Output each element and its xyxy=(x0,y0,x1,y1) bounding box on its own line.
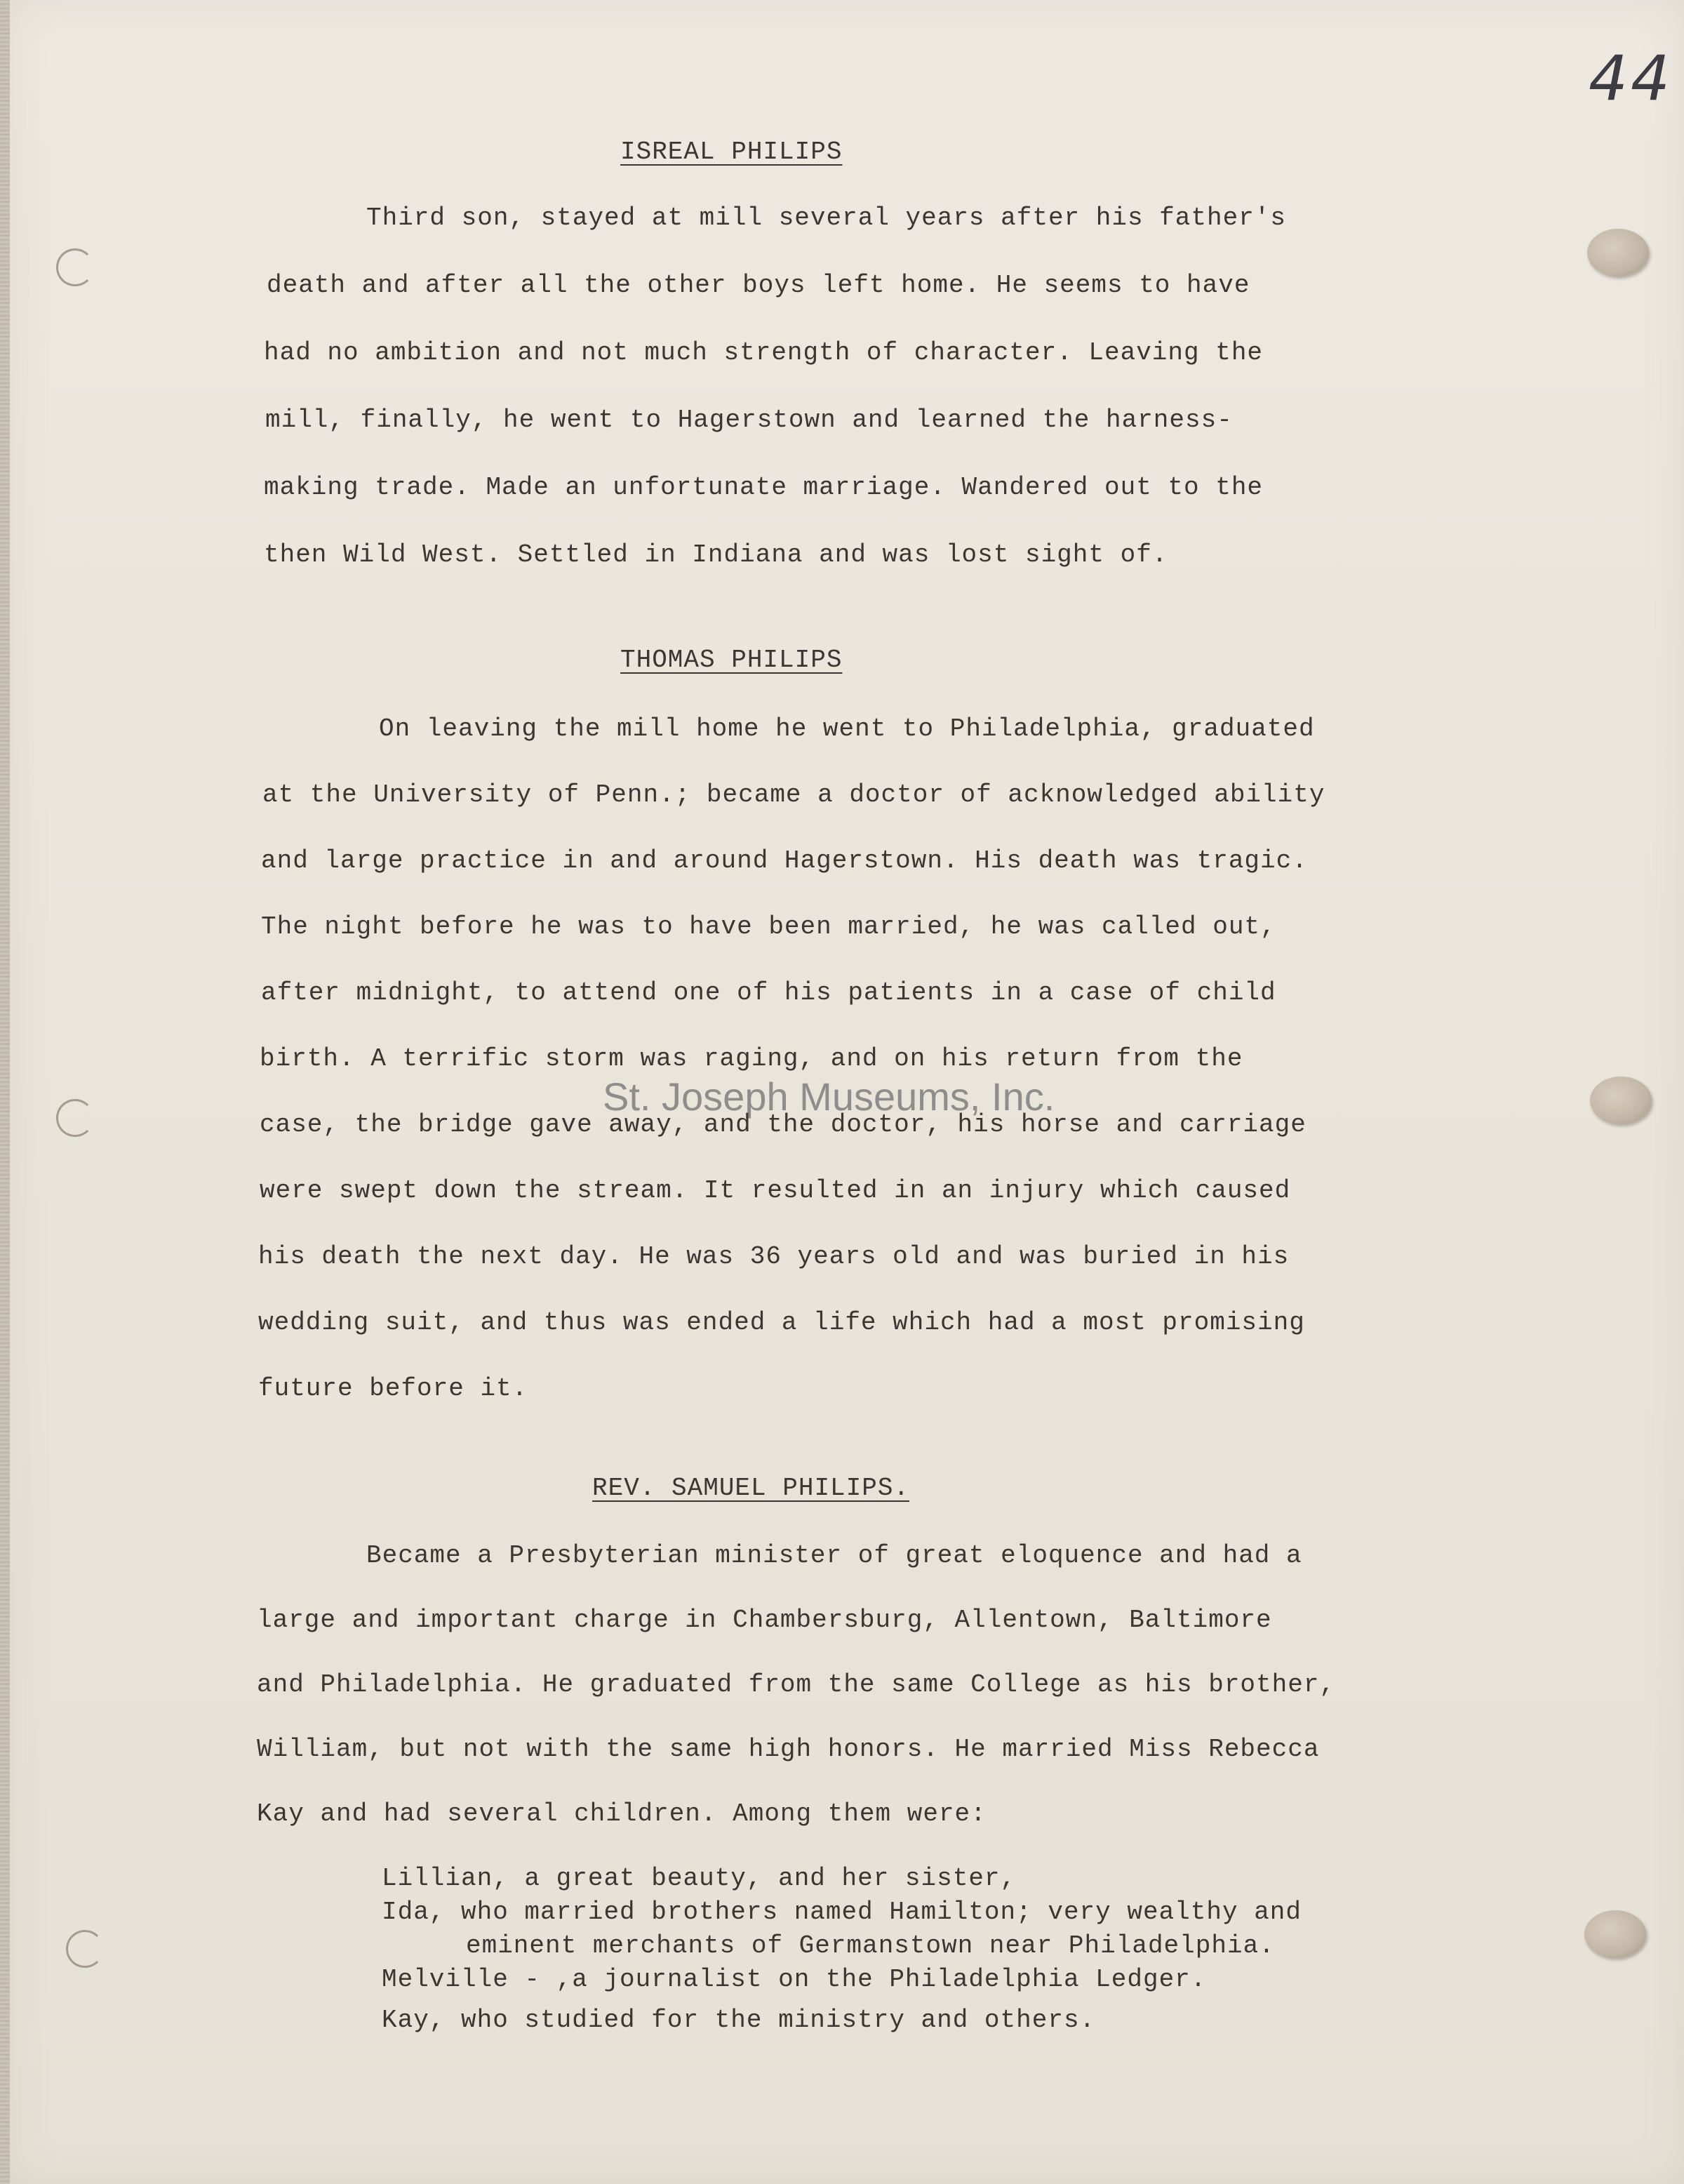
paragraph-line: Third son, stayed at mill several years after his father's xyxy=(366,204,1287,232)
children-list-item: Lillian, a great beauty, and her sister, xyxy=(382,1864,1017,1893)
paragraph-line: large and important charge in Chambersburg, Allentown, Baltimore xyxy=(257,1606,1272,1634)
hole-reinforcement-bottom xyxy=(1584,1910,1646,1958)
paragraph-line: then Wild West. Settled in Indiana and was lost sight of. xyxy=(264,540,1168,569)
paragraph-line: were swept down the stream. It resulted in an injury which caused xyxy=(260,1176,1291,1205)
children-list-item: Kay, who studied for the ministry and others. xyxy=(382,2006,1096,2035)
paragraph-line: had no ambition and not much strength of character. Leaving the xyxy=(264,338,1264,367)
paragraph-line: Became a Presbyterian minister of great eloquence and had a xyxy=(366,1541,1302,1570)
paragraph-line: his death the next day. He was 36 years old and was buried in his xyxy=(258,1242,1290,1271)
museum-watermark: St. Joseph Museums, Inc. xyxy=(603,1074,1055,1119)
paragraph-line: Kay and had several children. Among them were: xyxy=(257,1799,987,1828)
paragraph-line: and large practice in and around Hagerstown. His death was tragic. xyxy=(261,846,1308,875)
paragraph-line: William, but not with the same high honors. He married Miss Rebecca xyxy=(257,1735,1320,1764)
punch-hole-middle xyxy=(56,1099,94,1137)
paragraph-line: mill, finally, he went to Hagerstown and learned the harness- xyxy=(265,406,1233,434)
children-list-item: Ida, who married brothers named Hamilton; very wealthy and xyxy=(382,1898,1302,1926)
children-list-item: Melville - ,a journalist on the Philadelphia Ledger. xyxy=(382,1965,1207,1994)
section-heading-thomas: THOMAS PHILIPS xyxy=(620,646,843,674)
hole-reinforcement-middle xyxy=(1590,1077,1652,1124)
paragraph-line: death and after all the other boys left home. He seems to have xyxy=(267,271,1250,300)
section-heading-isreal: ISREAL PHILIPS xyxy=(620,138,843,166)
punch-hole-bottom xyxy=(66,1930,104,1968)
paper-edge xyxy=(0,0,10,2184)
document-page xyxy=(10,0,1684,2184)
paragraph-line: making trade. Made an unfortunate marriage. Wandered out to the xyxy=(264,473,1264,502)
punch-hole-top xyxy=(56,248,94,286)
paragraph-line: birth. A terrific storm was raging, and on his return from the xyxy=(260,1044,1243,1073)
children-list-item: eminent merchants of Germanstown near Philadelphia. xyxy=(466,1931,1275,1960)
paragraph-line: case, the bridge gave away, and the doctor, his horse and carriage xyxy=(260,1110,1307,1139)
page-number: 44 xyxy=(1589,42,1673,114)
hole-reinforcement-top xyxy=(1587,229,1649,277)
paragraph-line: The night before he was to have been married, he was called out, xyxy=(261,912,1276,941)
paragraph-line: and Philadelphia. He graduated from the same College as his brother, xyxy=(257,1670,1336,1699)
section-heading-samuel: REV. SAMUEL PHILIPS. xyxy=(592,1474,910,1503)
paragraph-line: at the University of Penn.; became a doctor of acknowledged ability xyxy=(262,780,1325,809)
paragraph-line: after midnight, to attend one of his patients in a case of child xyxy=(261,978,1276,1007)
paragraph-line: On leaving the mill home he went to Philadelphia, graduated xyxy=(379,714,1315,743)
paragraph-line: future before it. xyxy=(258,1374,528,1403)
paragraph-line: wedding suit, and thus was ended a life which had a most promising xyxy=(258,1308,1305,1337)
